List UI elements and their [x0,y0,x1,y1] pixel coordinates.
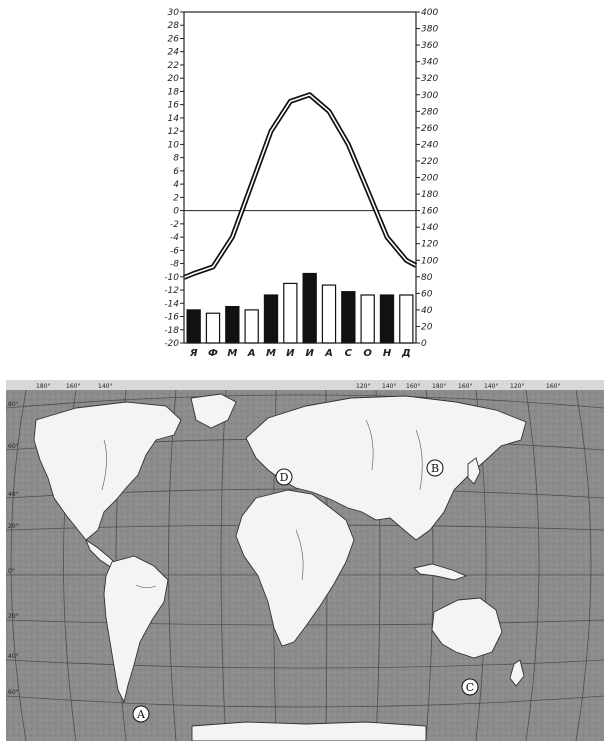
precipitation-bar [342,292,355,343]
right-axis-tick-label: 120 [421,239,439,250]
month-label: Н [382,348,392,359]
marker-d-label: D [279,471,289,484]
svg-text:60°: 60° [8,689,19,696]
right-axis-tick-label: 60 [421,289,433,300]
precipitation-bar [226,307,239,343]
climate-chart [0,0,606,372]
right-axis-tick-label: 40 [421,305,433,316]
precipitation-bars [187,273,413,343]
precipitation-bar [284,283,297,343]
left-axis-tick-label: -14 [164,299,179,310]
svg-text:180°: 180° [432,383,447,390]
left-axis-tick-label: -10 [164,272,179,283]
svg-text:160°: 160° [66,383,81,390]
left-axis-tick-label: 4 [173,180,179,191]
svg-text:160°: 160° [458,383,473,390]
month-label: М [266,348,276,359]
left-axis-tick-label: -4 [170,233,179,244]
left-axis-tick-label: 16 [167,100,179,111]
left-axis-tick-label: -2 [170,219,179,230]
month-label: А [325,348,333,359]
right-axis-tick-label: 240 [421,140,439,151]
right-axis-tick-label: 380 [421,24,439,35]
svg-text:160°: 160° [546,383,561,390]
left-axis-tick-label: 30 [167,8,179,18]
left-axis-tick-label: -20 [164,339,179,349]
right-axis-tick-label: 140 [421,223,439,234]
right-axis-tick-label: 300 [421,90,439,101]
marker-c-label: C [465,681,475,694]
left-axis-tick-label: 0 [173,206,179,217]
right-axis-tick-label: 80 [421,272,433,283]
left-axis-tick-label: -6 [170,246,179,257]
right-axis-tick-label: 320 [421,74,439,85]
right-axis-tick-label: 200 [421,173,439,184]
month-label: О [363,348,372,359]
left-axis-tick-label: 12 [167,127,179,138]
svg-text:40°: 40° [8,491,19,498]
right-axis-tick-label: 100 [421,256,439,267]
marker-c [462,679,478,695]
left-axis-tick-label: 8 [173,153,179,164]
month-label: Д [401,348,411,359]
left-axis-tick-label: 24 [167,47,179,58]
right-axis-tick-label: 220 [421,156,439,167]
marker-d [276,469,292,485]
left-axis-tick-label: 28 [167,21,179,32]
marker-a-label: A [137,708,145,721]
right-axis-tick-label: 280 [421,107,439,118]
left-axis-tick-label: 2 [173,193,179,204]
temperature-line-inner [184,95,416,278]
svg-text:140°: 140° [98,383,113,390]
left-axis-tick-label: -8 [170,259,179,270]
month-label: С [344,348,353,359]
svg-text:20°: 20° [8,523,19,530]
svg-text:160°: 160° [406,383,421,390]
left-axis-tick-label: 20 [167,74,179,85]
month-label: А [247,348,256,359]
month-label: Ф [208,348,218,359]
svg-text:140°: 140° [484,383,499,390]
plot-frame [184,12,416,343]
right-axis-tick-label: 20 [421,322,433,333]
svg-text:20°: 20° [8,613,19,620]
world-map [6,380,604,741]
left-axis-tick-label: -12 [164,286,179,297]
precipitation-bar [400,295,413,343]
left-axis-tick-label: 14 [167,113,179,124]
precipitation-bar [361,295,374,343]
svg-text:60°: 60° [8,443,19,450]
svg-text:140°: 140° [382,383,397,390]
marker-a [133,706,149,722]
left-axis-tick-label: 22 [167,60,179,71]
month-label: М [227,348,238,359]
right-axis-tick-label: 360 [421,41,439,52]
marker-b-label: B [430,462,440,475]
svg-text:120°: 120° [510,383,525,390]
right-axis-tick-label: 260 [421,123,439,134]
svg-text:120°: 120° [356,383,371,390]
temperature-line [184,95,416,278]
left-axis-tick-label: 26 [167,34,179,45]
precipitation-bar [245,310,258,343]
svg-text:180°: 180° [36,383,51,390]
left-axis-tick-label: 18 [167,87,179,98]
left-axis-tick-label: 10 [167,140,179,151]
right-axis-tick-label: 180 [421,190,439,201]
right-axis-ticks [416,8,438,349]
month-label: И [286,348,295,359]
svg-text:0°: 0° [8,568,15,575]
marker-b [427,460,443,476]
month-labels [189,348,411,359]
svg-text:40°: 40° [8,653,19,660]
precipitation-bar [264,295,277,343]
right-axis-tick-label: 160 [421,206,439,217]
right-axis-tick-label: 0 [421,339,427,349]
right-axis-tick-label: 340 [421,57,439,68]
month-label: Я [189,348,198,359]
antarctica-edge [192,722,426,741]
precipitation-bar [322,285,335,343]
left-axis-ticks [164,8,184,349]
precipitation-bar [303,273,316,343]
precipitation-bar [206,313,219,343]
left-axis-tick-label: -18 [164,325,179,336]
right-axis-tick-label: 400 [421,8,439,18]
left-axis-tick-label: -16 [164,312,179,323]
month-label: И [305,348,314,359]
left-axis-tick-label: 6 [173,166,179,177]
precipitation-bar [380,295,393,343]
svg-text:80°: 80° [8,401,19,408]
precipitation-bar [187,310,200,343]
